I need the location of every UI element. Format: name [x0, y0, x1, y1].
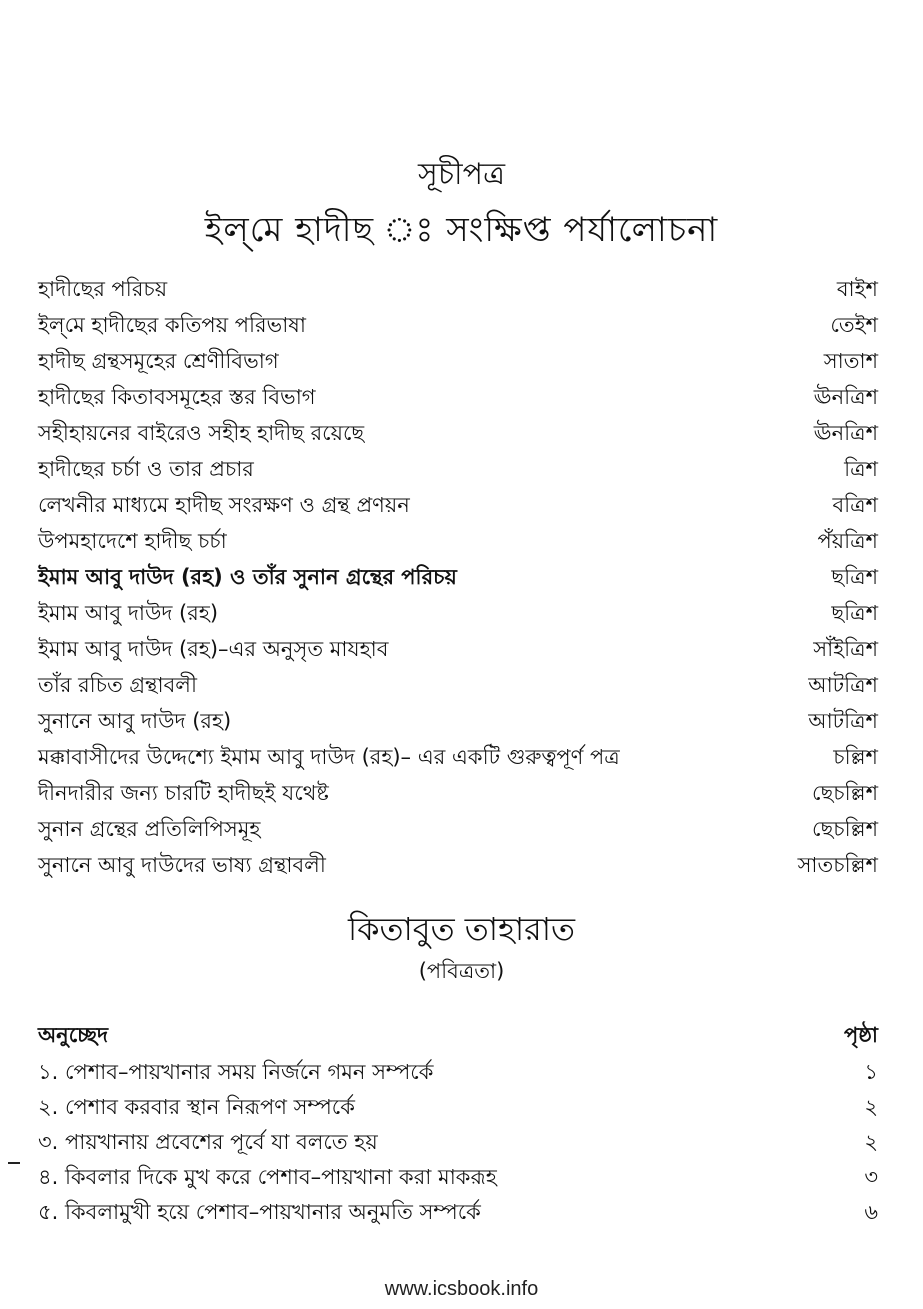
toc-entry-title: তাঁর রচিত গ্রন্থাবলী — [38, 672, 197, 697]
toc-entry-title: সহীহায়নের বাইরেও সহীহ হাদীছ রয়েছে — [38, 420, 365, 445]
toc-entry — [38, 704, 878, 740]
toc-entry — [38, 1196, 878, 1231]
toc-entry-page: তেইশ — [830, 312, 878, 337]
toc-entry — [38, 740, 878, 776]
toc-entry-page: আটত্রিশ — [808, 708, 878, 733]
toc-entry-page: চল্লিশ — [833, 744, 878, 769]
margin-mark — [8, 1162, 20, 1164]
toc-entry-page: আটত্রিশ — [808, 672, 878, 697]
toc-entry-title: ইল্‌মে হাদীছের কতিপয় পরিভাষা — [38, 312, 306, 337]
toc-entry — [38, 1091, 878, 1126]
toc-entry-page: ৩ — [864, 1165, 878, 1189]
toc-entry-title: ২. পেশাব করবার স্থান নিরূপণ সম্পর্কে — [38, 1095, 355, 1119]
toc-entry-title: হাদীছের পরিচয় — [38, 276, 168, 301]
toc-entry-page: ১ — [864, 1060, 878, 1084]
toc-entry-page: ত্রিশ — [844, 456, 878, 481]
toc-entry — [38, 632, 878, 668]
toc-entry-page: সাতচল্লিশ — [797, 852, 878, 877]
section1-heading: ইল্‌মে হাদীছ ঃ সংক্ষিপ্ত পর্যালোচনা — [204, 210, 719, 250]
toc-entry-title: সুনানে আবু দাউদের ভাষ্য গ্রন্থাবলী — [38, 852, 326, 877]
toc-entry-title: ১. পেশাব–পায়খানার সময় নির্জনে গমন সম্পর্কে — [38, 1060, 434, 1084]
toc-entry-page: ঊনত্রিশ — [813, 420, 878, 445]
toc-entry — [38, 344, 878, 380]
toc-entry — [38, 416, 878, 452]
toc-entry-title: হাদীছের চর্চা ও তার প্রচার — [38, 456, 254, 481]
toc-entry — [38, 1161, 878, 1196]
toc-entry-page: ছত্রিশ — [831, 564, 878, 589]
toc-entry-page: ৬ — [864, 1200, 878, 1224]
section2-heading: কিতাবুত তাহারাত — [347, 910, 576, 948]
toc-entry-title: হাদীছের কিতাবসমূহের স্তর বিভাগ — [38, 384, 316, 409]
toc-entry-title: হাদীছ গ্রন্থসমূহের শ্রেণীবিভাগ — [38, 348, 279, 373]
toc-entry-page: সাতাশ — [823, 348, 878, 373]
toc-entry-page: ছত্রিশ — [831, 600, 878, 625]
section1-toc-list — [38, 272, 878, 884]
chapter-column-label: অনুচ্ছেদ — [38, 1022, 109, 1047]
toc-entry-page: বাইশ — [836, 276, 878, 301]
toc-entry-page: পঁয়ত্রিশ — [817, 528, 878, 553]
toc-entry — [38, 1126, 878, 1161]
toc-entry — [38, 668, 878, 704]
toc-entry-page: ঊনত্রিশ — [813, 384, 878, 409]
toc-entry — [38, 560, 878, 596]
toc-entry — [38, 812, 878, 848]
toc-entry — [38, 848, 878, 884]
toc-entry-title: ৫. কিবলামুখী হয়ে পেশাব–পায়খানার অনুমতি সম্পর্কে — [38, 1200, 481, 1224]
toc-entry-page: ২ — [864, 1095, 878, 1119]
toc-entry — [38, 308, 878, 344]
section2-subtitle: (পবিত্রতা) — [418, 959, 505, 983]
toc-title: সূচীপত্র — [418, 157, 505, 192]
toc-entry-title: উপমহাদেশে হাদীছ চর্চা — [38, 528, 227, 553]
toc-entry-page: বত্রিশ — [832, 492, 878, 517]
toc-entry-title: সুনান গ্রন্থের প্রতিলিপিসমূহ — [38, 816, 261, 841]
toc-entry — [38, 488, 878, 524]
toc-entry — [38, 1056, 878, 1091]
toc-entry-title: ৪. কিবলার দিকে মুখ করে পেশাব–পায়খানা করা মাকরূহ — [38, 1165, 497, 1189]
toc-entry-page: ছেচল্লিশ — [812, 780, 878, 805]
toc-entry-title: ৩. পায়খানায় প্রবেশের পূর্বে যা বলতে হয় — [38, 1130, 378, 1154]
section2-column-header — [38, 1018, 878, 1054]
toc-entry — [38, 596, 878, 632]
toc-entry — [38, 452, 878, 488]
section2-toc-list — [38, 1056, 878, 1231]
page-column-label: পৃষ্ঠা — [843, 1022, 878, 1047]
toc-entry-page: সাঁইত্রিশ — [813, 636, 878, 661]
toc-entry — [38, 776, 878, 812]
toc-entry-title: লেখনীর মাধ্যমে হাদীছ সংরক্ষণ ও গ্রন্থ প্রণয়ন — [38, 492, 410, 517]
footer-url: www.icsbook.info — [384, 1278, 539, 1300]
toc-entry-title: দীনদারীর জন্য চারটি হাদীছই যথেষ্ট — [38, 780, 329, 805]
toc-entry — [38, 524, 878, 560]
toc-entry-title: ইমাম আবু দাউদ (রহ)–এর অনুসৃত মাযহাব — [38, 636, 389, 661]
toc-entry-page: ছেচল্লিশ — [812, 816, 878, 841]
toc-entry-title: ইমাম আবু দাউদ (রহ) ও তাঁর সুনান গ্রন্থের পরিচয় — [38, 564, 457, 589]
toc-entry — [38, 380, 878, 416]
toc-entry-title: মক্কাবাসীদের উদ্দেশ্যে ইমাম আবু দাউদ (রহ)– এর একটি গুরুত্বপূর্ণ পত্র — [38, 744, 620, 769]
toc-entry — [38, 272, 878, 308]
toc-entry-title: ইমাম আবু দাউদ (রহ) — [38, 600, 219, 625]
toc-entry-page: ২ — [864, 1130, 878, 1154]
toc-entry-title: সুনানে আবু দাউদ (রহ) — [38, 708, 232, 733]
